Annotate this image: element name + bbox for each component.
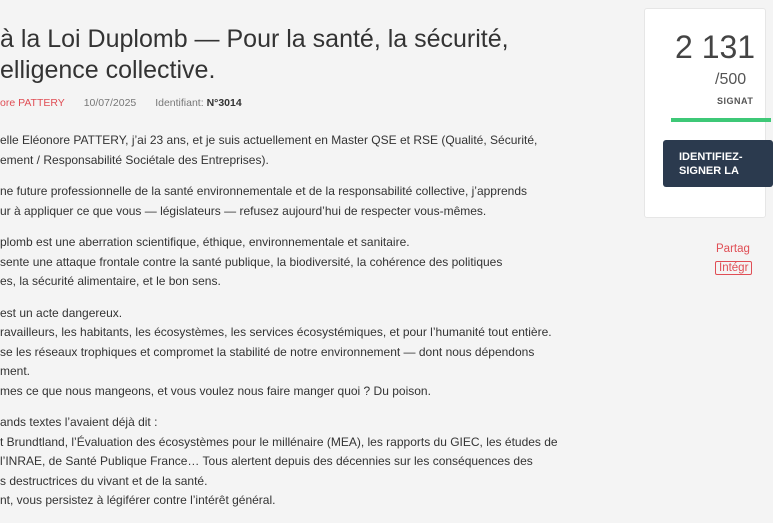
identify-to-sign-button[interactable] xyxy=(663,140,773,187)
body-line: ne future professionnelle de la santé environnementale et de la responsabilité collective, j’apprends xyxy=(0,184,527,198)
body-line: est un acte dangereux. xyxy=(0,305,123,320)
title-line-2: elligence collective. xyxy=(0,56,216,84)
share-link[interactable]: Partag xyxy=(716,243,750,255)
body-paragraph xyxy=(0,131,540,170)
body-paragraph xyxy=(0,413,558,511)
body-line: ands textes l’avaient déjà dit : xyxy=(0,415,158,429)
body-line: elle Eléonore PATTERY, j’ai 23 ans, et je suis actuellement en Master QSE et RSE (Qualité, Sécurité, xyxy=(0,133,538,147)
author-link[interactable]: ore PATTERY xyxy=(0,97,65,109)
body-line: es, la sécurité alimentaire, et le bon sens. xyxy=(0,274,221,288)
body-paragraph xyxy=(0,233,540,292)
body-line: ement / Responsabilité Sociétale des Entreprises). xyxy=(0,152,269,167)
signatures-label: SIGNAT xyxy=(717,96,754,106)
signature-progress-fill xyxy=(671,118,771,122)
signature-card xyxy=(644,8,766,218)
identifier-label: Identifiant: xyxy=(155,97,204,109)
body-line: ur à appliquer ce que vous — législateurs — refusez aujourd’hui de respecter vous-mêmes. xyxy=(0,203,487,218)
body-line: ment. xyxy=(0,364,31,378)
signature-goal: /500 xyxy=(715,71,747,88)
body-line: plomb est une aberration scientifique, éthique, environnementale et sanitaire. xyxy=(0,235,410,249)
publication-date: 10/07/2025 xyxy=(83,97,137,109)
petition-body xyxy=(0,131,558,523)
body-line: l’INRAE, de Santé Publique France… Tous alertent depuis des décennies sur les conséquences des xyxy=(0,454,533,468)
page-title xyxy=(0,24,620,86)
petition-meta xyxy=(0,97,242,109)
body-line: se les réseaux trophiques et compromet la stabilité de notre environnement — dont nous dépendons xyxy=(0,344,535,359)
body-line: ravailleurs, les habitants, les écosystèmes, les services écosystémiques, et pour l’humanité tout entière. xyxy=(0,325,552,339)
body-line: t Brundtland, l’Évaluation des écosystèmes pour le millénaire (MEA), les rapports du GIEC, les études de xyxy=(0,434,558,449)
title-line-1: à la Loi Duplomb — Pour la santé, la sécurité, xyxy=(0,25,509,53)
body-line: s destructrices du vivant et de la santé. xyxy=(0,473,208,488)
sign-button-line-1: IDENTIFIEZ- xyxy=(679,151,743,163)
body-paragraph xyxy=(0,182,540,221)
sign-button-line-2: SIGNER LA xyxy=(679,165,739,177)
body-line: mes ce que nous mangeons, et vous voulez nous faire manger quoi ? Du poison. xyxy=(0,383,431,398)
integrate-button[interactable]: Intégr xyxy=(715,261,752,275)
signature-count: 2 131 xyxy=(675,29,756,65)
identifier-value: N°3014 xyxy=(206,97,242,109)
signature-progress-bar xyxy=(671,118,771,122)
body-line: nt, vous persistez à légiférer contre l’intérêt général. xyxy=(0,493,276,507)
body-paragraph xyxy=(0,304,552,402)
body-line: sente une attaque frontale contre la santé publique, la biodiversité, la cohérence des politiques xyxy=(0,254,503,269)
